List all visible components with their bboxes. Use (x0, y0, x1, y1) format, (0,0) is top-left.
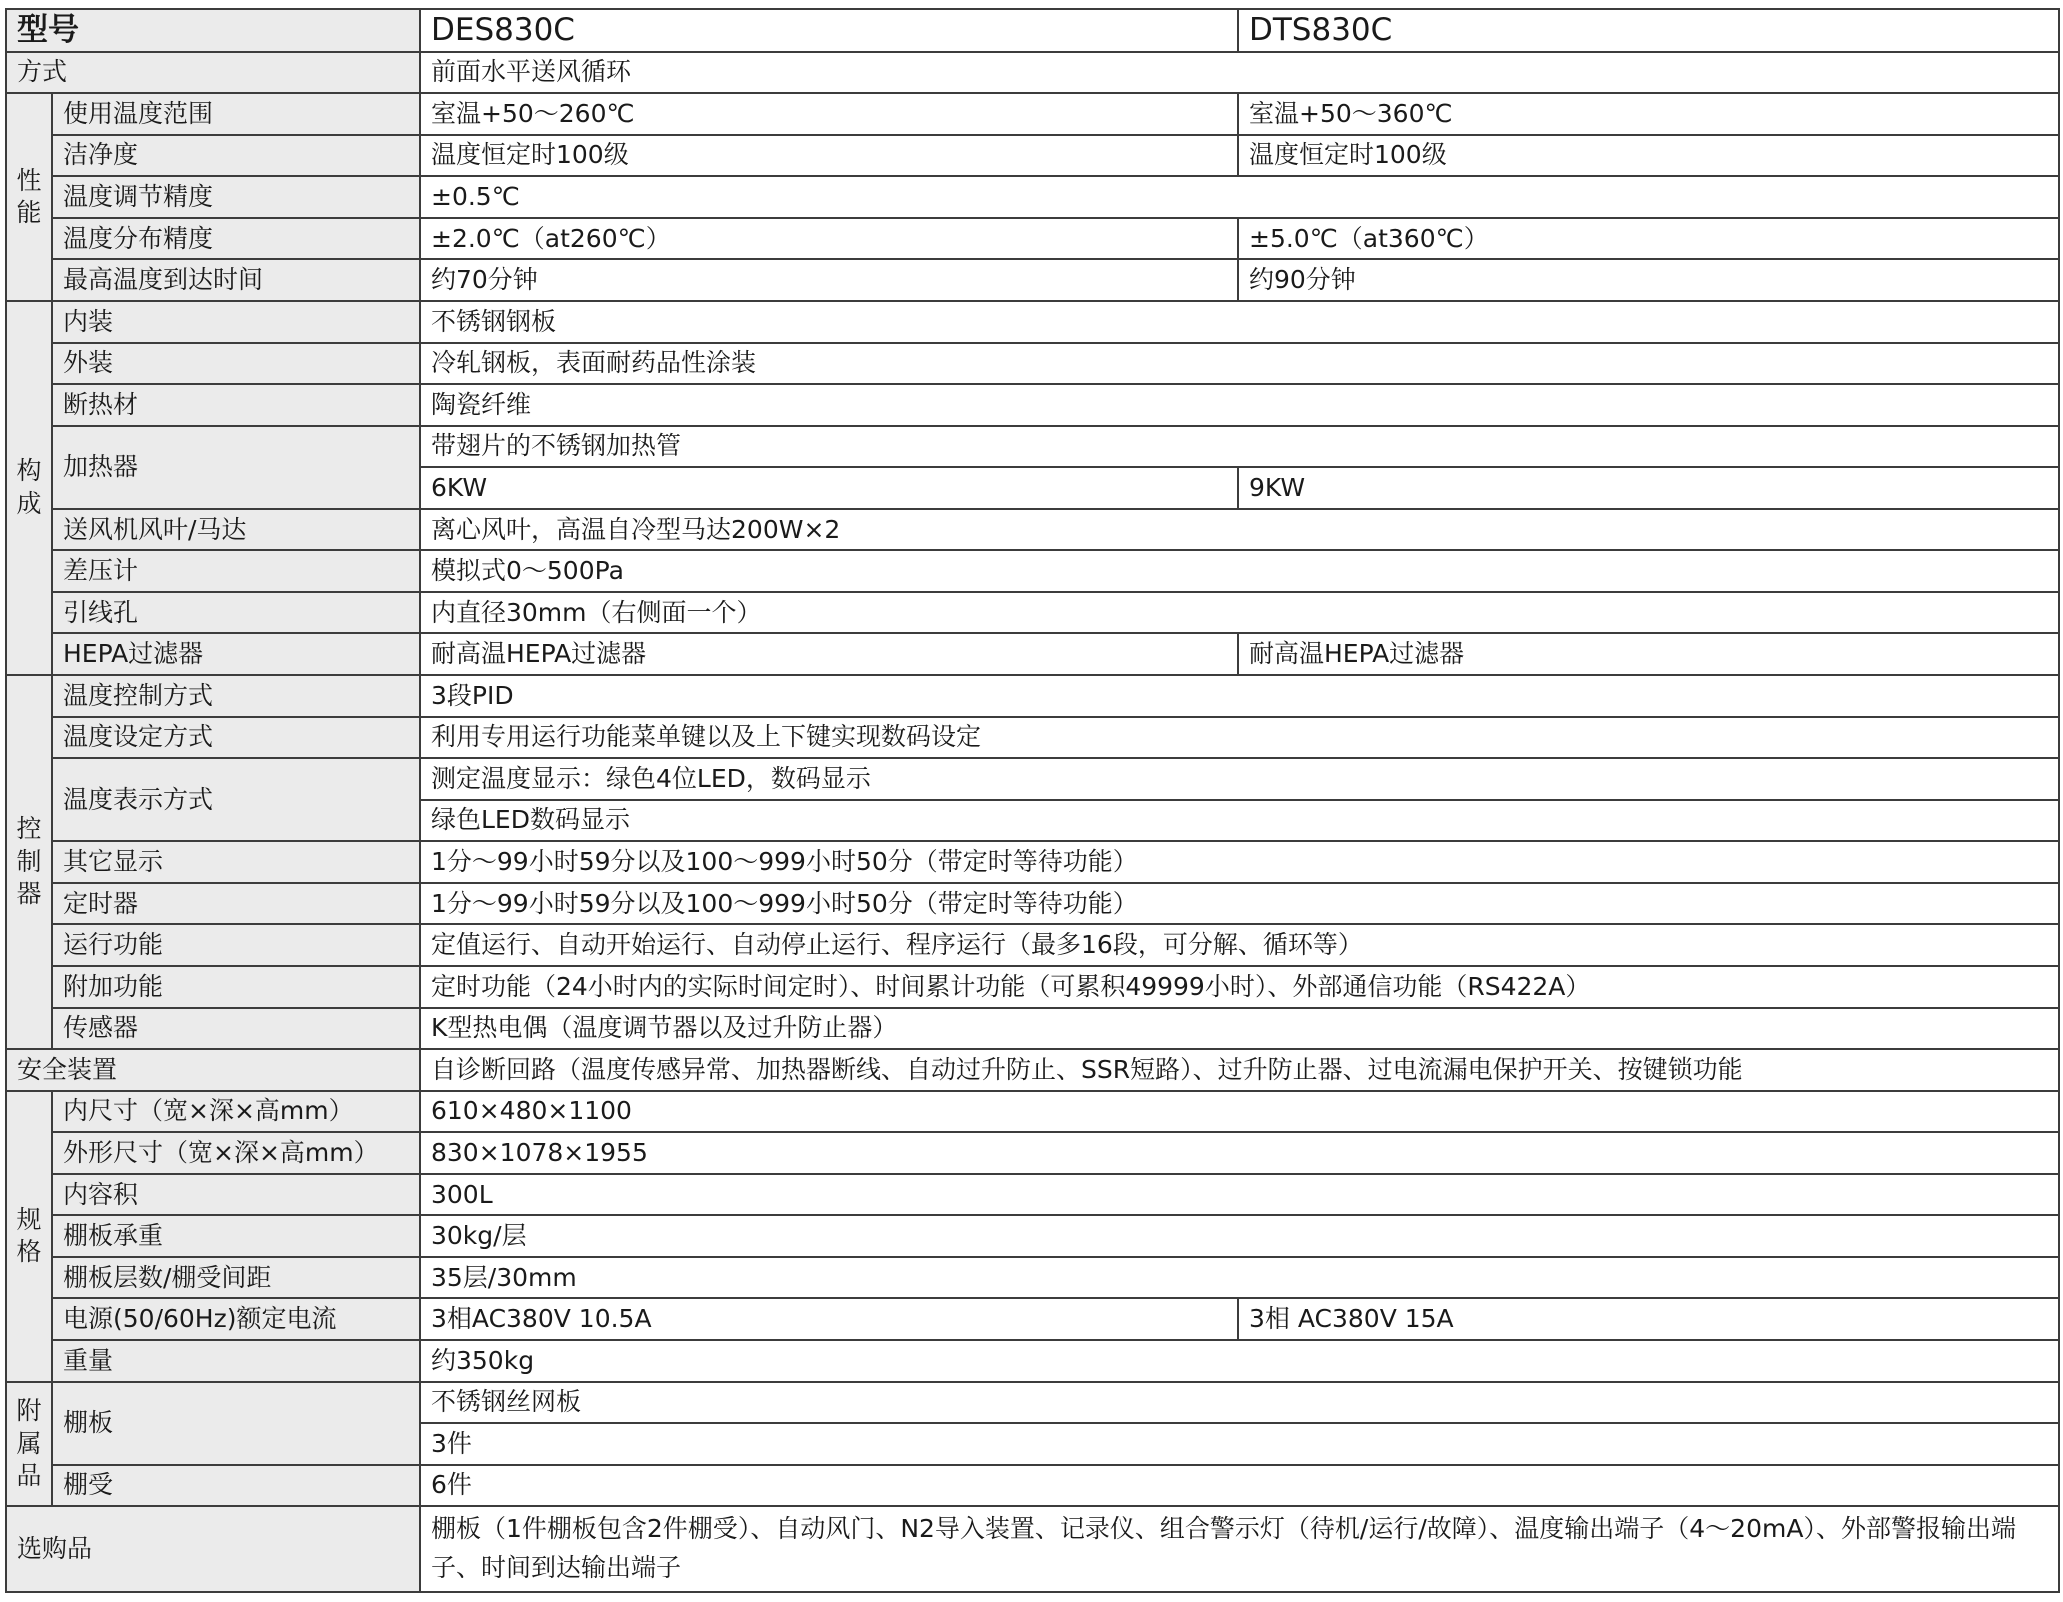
category-controller: 控制器 (6, 675, 52, 1049)
ctrl-run-function-label: 运行功能 (52, 924, 420, 966)
cons-hepa-row (6, 633, 2059, 675)
spec-table (5, 8, 2060, 1593)
ctrl-temp-setting-label: 温度设定方式 (52, 717, 420, 759)
acc-support-label: 棚受 (52, 1465, 420, 1507)
ctrl-extra-function-row (6, 966, 2059, 1008)
acc-support-row (6, 1465, 2059, 1507)
method-value: 前面水平送风循环 (420, 52, 2059, 94)
ctrl-temp-display-row (6, 758, 2059, 800)
ctrl-timer-label: 定时器 (52, 883, 420, 925)
perf-temp-range-label: 使用温度范围 (52, 93, 420, 135)
cons-manometer-row (6, 550, 2059, 592)
cons-inner-row (6, 301, 2059, 343)
cons-outer-label: 外装 (52, 343, 420, 385)
ctrl-extra-function-label: 附加功能 (52, 966, 420, 1008)
perf-heatup-label: 最高温度到达时间 (52, 259, 420, 301)
model-dts830c: DTS830C (1238, 9, 2059, 52)
method-label: 方式 (6, 52, 420, 94)
cons-heater-a: 6KW (420, 467, 1238, 509)
safety-label: 安全装置 (6, 1049, 420, 1091)
ctrl-other-display-row (6, 841, 2059, 883)
spec-power-row (6, 1298, 2059, 1340)
spec-weight-value: 约350kg (420, 1340, 2059, 1382)
safety-value: 自诊断回路（温度传感异常、加热器断线、自动过升防止、SSR短路）、过升防止器、过电流漏电保护开关、按键锁功能 (420, 1049, 2059, 1091)
cons-hepa-b: 耐高温HEPA过滤器 (1238, 633, 2059, 675)
spec-outer-dim-value: 830×1078×1955 (420, 1132, 2059, 1174)
category-construction: 构成 (6, 301, 52, 675)
ctrl-timer-row (6, 883, 2059, 925)
cons-hepa-label: HEPA过滤器 (52, 633, 420, 675)
cons-fan-value: 离心风叶，高温自冷型马达200W×2 (420, 509, 2059, 551)
cons-heater-row (6, 426, 2059, 468)
spec-inner-dim-value: 610×480×1100 (420, 1091, 2059, 1133)
ctrl-temp-control-value: 3段PID (420, 675, 2059, 717)
spec-power-b: 3相 AC380V 15A (1238, 1298, 2059, 1340)
safety-row (6, 1049, 2059, 1091)
cons-port-row (6, 592, 2059, 634)
perf-heatup-b: 约90分钟 (1238, 259, 2059, 301)
cons-hepa-a: 耐高温HEPA过滤器 (420, 633, 1238, 675)
cons-manometer-value: 模拟式0～500Pa (420, 550, 2059, 592)
ctrl-temp-display-line1: 测定温度显示：绿色4位LED，数码显示 (420, 758, 2059, 800)
perf-distribution-a: ±2.0℃（at260℃） (420, 218, 1238, 260)
spec-shelf-layers-value: 35层/30mm (420, 1257, 2059, 1299)
spec-volume-row (6, 1174, 2059, 1216)
cons-fan-row (6, 509, 2059, 551)
perf-heatup-a: 约70分钟 (420, 259, 1238, 301)
ctrl-other-display-label: 其它显示 (52, 841, 420, 883)
spec-volume-label: 内容积 (52, 1174, 420, 1216)
ctrl-sensor-label: 传感器 (52, 1008, 420, 1050)
spec-shelf-layers-row (6, 1257, 2059, 1299)
cons-port-label: 引线孔 (52, 592, 420, 634)
model-des830c: DES830C (420, 9, 1238, 52)
category-performance: 性能 (6, 93, 52, 301)
options-label: 选购品 (6, 1506, 420, 1592)
perf-distribution-b: ±5.0℃（at360℃） (1238, 218, 2059, 260)
spec-shelf-layers-label: 棚板层数/棚受间距 (52, 1257, 420, 1299)
ctrl-run-function-value: 定值运行、自动开始运行、自动停止运行、程序运行（最多16段，可分解、循环等） (420, 924, 2059, 966)
spec-weight-row (6, 1340, 2059, 1382)
spec-power-a: 3相AC380V 10.5A (420, 1298, 1238, 1340)
perf-cleanliness-label: 洁净度 (52, 135, 420, 177)
perf-accuracy-row (6, 176, 2059, 218)
acc-shelf-label: 棚板 (52, 1382, 420, 1465)
perf-distribution-row (6, 218, 2059, 260)
perf-temp-range-b: 室温+50～360℃ (1238, 93, 2059, 135)
options-value: 棚板（1件棚板包含2件棚受）、自动风门、N2导入装置、记录仪、组合警示灯（待机/运行/故障）、温度输出端子（4～20mA）、外部警报输出端子、时间到达输出端子 (420, 1506, 2059, 1592)
cons-port-value: 内直径30mm（右侧面一个） (420, 592, 2059, 634)
ctrl-temp-setting-row (6, 717, 2059, 759)
category-accessories: 附属品 (6, 1382, 52, 1507)
ctrl-temp-control-row (6, 675, 2059, 717)
ctrl-run-function-row (6, 924, 2059, 966)
acc-shelf-qty: 3件 (420, 1423, 2059, 1465)
perf-cleanliness-a: 温度恒定时100级 (420, 135, 1238, 177)
ctrl-temp-control-label: 温度控制方式 (52, 675, 420, 717)
perf-accuracy-value: ±0.5℃ (420, 176, 2059, 218)
method-row (6, 52, 2059, 94)
acc-shelf-type: 不锈钢丝网板 (420, 1382, 2059, 1424)
spec-outer-dim-label: 外形尺寸（宽×深×高mm） (52, 1132, 420, 1174)
perf-accuracy-label: 温度调节精度 (52, 176, 420, 218)
options-row (6, 1506, 2059, 1592)
cons-manometer-label: 差压计 (52, 550, 420, 592)
ctrl-sensor-value: K型热电偶（温度调节器以及过升防止器） (420, 1008, 2059, 1050)
perf-cleanliness-b: 温度恒定时100级 (1238, 135, 2059, 177)
cons-insulation-label: 断热材 (52, 384, 420, 426)
spec-inner-dim-row (6, 1091, 2059, 1133)
cons-outer-value: 冷轧钢板，表面耐药品性涂装 (420, 343, 2059, 385)
spec-power-label: 电源(50/60Hz)额定电流 (52, 1298, 420, 1340)
perf-distribution-label: 温度分布精度 (52, 218, 420, 260)
cons-insulation-row (6, 384, 2059, 426)
cons-heater-b: 9KW (1238, 467, 2059, 509)
ctrl-sensor-row (6, 1008, 2059, 1050)
spec-shelf-load-label: 棚板承重 (52, 1215, 420, 1257)
cons-outer-row (6, 343, 2059, 385)
spec-shelf-load-value: 30kg/层 (420, 1215, 2059, 1257)
cons-insulation-value: 陶瓷纤维 (420, 384, 2059, 426)
header-row (6, 9, 2059, 52)
perf-temp-range-a: 室温+50～260℃ (420, 93, 1238, 135)
acc-shelf-row (6, 1382, 2059, 1424)
ctrl-temp-setting-value: 利用专用运行功能菜单键以及上下键实现数码设定 (420, 717, 2059, 759)
perf-cleanliness-row (6, 135, 2059, 177)
cons-heater-label: 加热器 (52, 426, 420, 509)
cons-inner-value: 不锈钢钢板 (420, 301, 2059, 343)
spec-weight-label: 重量 (52, 1340, 420, 1382)
cons-inner-label: 内装 (52, 301, 420, 343)
cons-heater-type: 带翅片的不锈钢加热管 (420, 426, 2059, 468)
ctrl-timer-value: 1分～99小时59分以及100～999小时50分（带定时等待功能） (420, 883, 2059, 925)
spec-inner-dim-label: 内尺寸（宽×深×高mm） (52, 1091, 420, 1133)
perf-heatup-row (6, 259, 2059, 301)
ctrl-extra-function-value: 定时功能（24小时内的实际时间定时）、时间累计功能（可累积49999小时）、外部通信功能（RS422A） (420, 966, 2059, 1008)
spec-volume-value: 300L (420, 1174, 2059, 1216)
ctrl-other-display-value: 1分～99小时59分以及100～999小时50分（带定时等待功能） (420, 841, 2059, 883)
ctrl-temp-display-line2: 绿色LED数码显示 (420, 800, 2059, 842)
model-label: 型号 (6, 9, 420, 52)
perf-temp-range-row (6, 93, 2059, 135)
ctrl-temp-display-label: 温度表示方式 (52, 758, 420, 841)
cons-fan-label: 送风机风叶/马达 (52, 509, 420, 551)
spec-shelf-load-row (6, 1215, 2059, 1257)
spec-outer-dim-row (6, 1132, 2059, 1174)
category-specs: 规格 (6, 1091, 52, 1382)
acc-support-qty: 6件 (420, 1465, 2059, 1507)
